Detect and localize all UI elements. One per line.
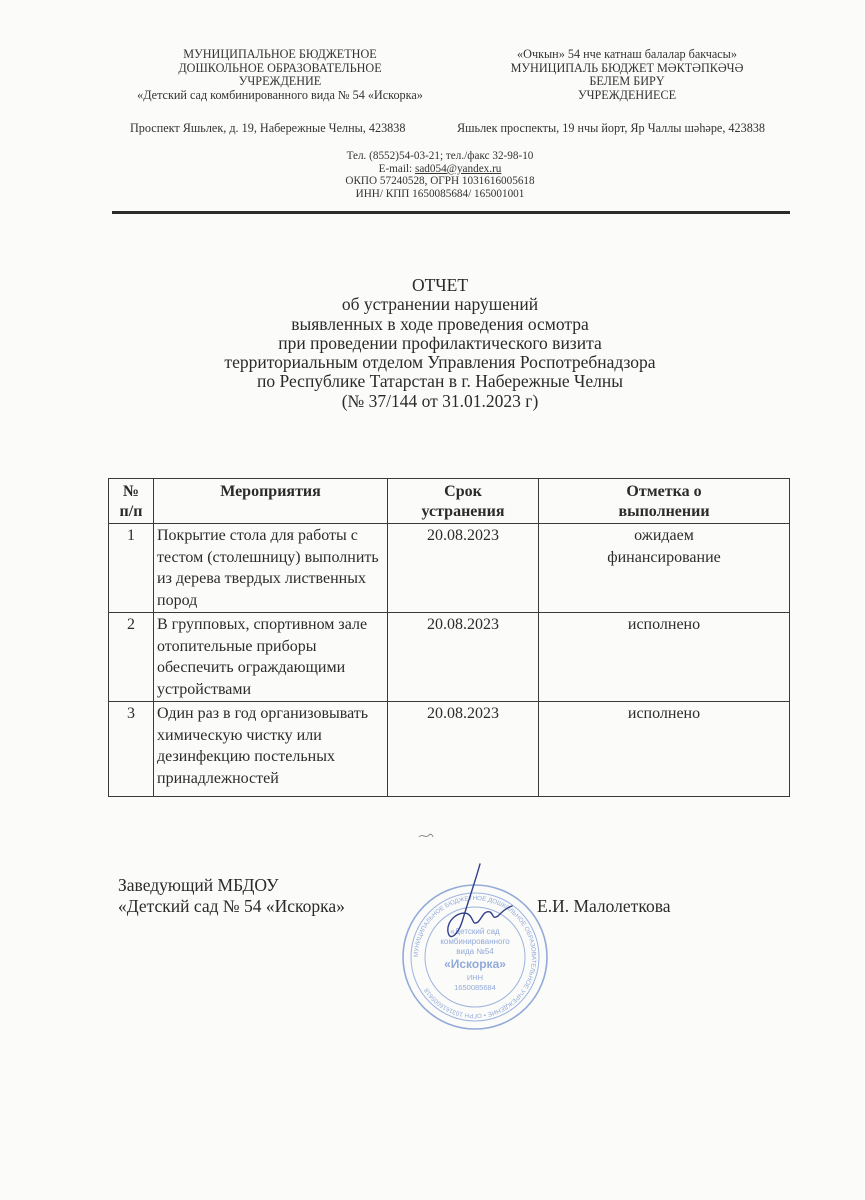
org-line: МУНИЦИПАЛЬНОЕ БЮДЖЕТНОЕ [183, 47, 377, 61]
okpo-line: ОКПО 57240528, ОГРН 1031616005618 [345, 175, 535, 188]
svg-text:«Искорка»: «Искорка» [444, 957, 506, 971]
address-tatar: Яшьлек проспекты, 19 нчы йорт, Яр Чаллы шәһәре, 423838 [457, 121, 765, 135]
position-line: Заведующий МБДОУ [118, 875, 279, 895]
svg-text:ИНН: ИНН [466, 973, 484, 982]
handwritten-signature-icon [420, 862, 530, 952]
org-line: УЧРЕЖДЕНИЕ [238, 74, 322, 88]
row-num: 3 [109, 702, 154, 797]
header-action: Мероприятия [154, 479, 388, 524]
row-num: 1 [109, 524, 154, 613]
email-link[interactable]: sad054@yandex.ru [414, 162, 502, 175]
org-line: УЧРЕЖДЕНИЕСЕ [577, 87, 677, 102]
row-mark: исполнено [539, 613, 790, 702]
row-deadline: 20.08.2023 [388, 524, 539, 613]
table-row [109, 702, 790, 797]
row-deadline: 20.08.2023 [388, 613, 539, 702]
email-line [280, 163, 600, 176]
table-row [109, 524, 790, 613]
title-line: (№ 37/144 от 31.01.2023 г) [341, 390, 539, 411]
signatory-position [118, 875, 345, 917]
title-line: территориальным отделом Управления Роспотребнадзора [224, 352, 656, 373]
row-mark: исполнено [539, 702, 790, 797]
header-divider [112, 211, 790, 214]
title-line: при проведении профилактического визита [278, 332, 602, 353]
title-line: по Республике Татарстан в г. Набережные Челны [256, 371, 623, 392]
org-line: БЕЛЕМ БИРҮ [589, 74, 665, 88]
table-row [109, 613, 790, 702]
header-mark: Отметка о выполнении [539, 479, 790, 524]
address-russian: Проспект Яшьлек, д. 19, Набережные Челны, 423838 [130, 121, 406, 135]
table-header-row [109, 479, 790, 524]
inn-line: ИНН/ КПП 1650085684/ 165001001 [355, 187, 525, 200]
header-deadline: Срок устранения [388, 479, 539, 524]
row-deadline: 20.08.2023 [388, 702, 539, 797]
org-line: ДОШКОЛЬНОЕ ОБРАЗОВАТЕЛЬНОЕ [178, 60, 382, 75]
row-num: 2 [109, 613, 154, 702]
email-label: E-mail: [378, 162, 415, 175]
signatory-name: Е.И. Малолеткова [537, 896, 671, 916]
row-action: Покрытие стола для работы с тестом (столешницу) выполнить из дерева твердых лиственных пород [154, 524, 388, 613]
svg-text:вида №54: вида №54 [456, 947, 494, 956]
org-line: «Очкын» 54 нче катнаш балалар бакчасы» [517, 47, 737, 61]
contact-details [280, 150, 600, 200]
row-action: В групповых, спортивном зале отопительные приборы обеспечить ограждающими устройствами [154, 613, 388, 702]
row-mark: ожидаем финансирование [539, 524, 790, 613]
position-line: «Детский сад № 54 «Искорка» [118, 896, 345, 916]
title-line: ОТЧЕТ [411, 275, 469, 295]
report-title [180, 276, 700, 411]
violations-table [108, 478, 790, 797]
svg-text:комбинированного: комбинированного [440, 937, 510, 946]
svg-text:«Детский сад: «Детский сад [450, 927, 500, 936]
phone-line: Тел. (8552)54-03-21; тел./факс 32-98-10 [346, 150, 534, 162]
svg-text:МУНИЦИПАЛЬНОЕ БЮДЖЕТНОЕ ДОШКОЛ: МУНИЦИПАЛЬНОЕ БЮДЖЕТНОЕ ДОШКОЛЬНОЕ ОБРАЗОВАТЕЛЬНОЕ УЧРЕЖДЕНИЕ • ОГРН 1031616005618 [412, 894, 538, 1020]
row-action: Один раз в год организовывать химическую чистку или дезинфекцию постельных принадлежностей [154, 702, 388, 797]
org-name-russian [100, 48, 460, 102]
svg-text:1650085684: 1650085684 [454, 983, 496, 992]
org-name-tatar [452, 48, 802, 102]
org-line: МУНИЦИПАЛЬ БЮДЖЕТ МӘКТӘПКӘЧӘ [510, 60, 744, 75]
org-line: «Детский сад комбинированного вида № 54 «Искорка» [137, 87, 423, 102]
ink-smudge-icon [418, 832, 434, 840]
title-line: выявленных в ходе проведения осмотра [291, 313, 589, 334]
header-num: № п/п [109, 479, 154, 524]
title-line: об устранении нарушений [341, 294, 539, 315]
